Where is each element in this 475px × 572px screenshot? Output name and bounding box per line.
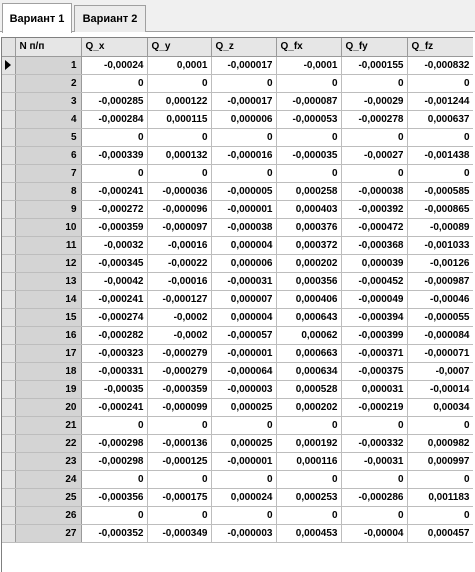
value-cell[interactable]: 0: [211, 164, 276, 182]
value-cell[interactable]: -0,000371: [341, 344, 407, 362]
value-cell[interactable]: -0,00035: [81, 380, 147, 398]
value-cell[interactable]: 0,000115: [147, 110, 211, 128]
value-cell[interactable]: -0,000017: [211, 56, 276, 74]
value-cell[interactable]: -0,000452: [341, 272, 407, 290]
row-number-cell[interactable]: 7: [15, 164, 81, 182]
tab-variant-2[interactable]: Вариант 2: [74, 5, 146, 32]
value-cell[interactable]: -0,000339: [81, 146, 147, 164]
row-number-cell[interactable]: 20: [15, 398, 81, 416]
value-cell[interactable]: 0,000202: [276, 398, 341, 416]
value-cell[interactable]: 0,00034: [407, 398, 473, 416]
value-cell[interactable]: 0,000634: [276, 362, 341, 380]
value-cell[interactable]: 0,000253: [276, 488, 341, 506]
table-row[interactable]: [2, 506, 473, 524]
value-cell[interactable]: -0,00126: [407, 254, 473, 272]
value-cell[interactable]: -0,000274: [81, 308, 147, 326]
row-number-cell[interactable]: 1: [15, 56, 81, 74]
value-cell[interactable]: -0,000136: [147, 434, 211, 452]
row-indicator[interactable]: [2, 218, 15, 236]
value-cell[interactable]: -0,000001: [211, 344, 276, 362]
data-table: [2, 38, 473, 543]
value-cell[interactable]: 0: [341, 416, 407, 434]
value-cell[interactable]: -0,000219: [341, 398, 407, 416]
row-indicator[interactable]: [2, 524, 15, 542]
row-indicator[interactable]: [2, 488, 15, 506]
column-header-q-x[interactable]: Q_x: [81, 38, 147, 56]
value-cell[interactable]: -0,000331: [81, 362, 147, 380]
row-number-cell[interactable]: 10: [15, 218, 81, 236]
value-cell[interactable]: 0: [407, 470, 473, 488]
value-cell[interactable]: 0,000982: [407, 434, 473, 452]
value-cell[interactable]: 0,000643: [276, 308, 341, 326]
value-cell[interactable]: -0,000585: [407, 182, 473, 200]
value-cell[interactable]: -0,000049: [341, 290, 407, 308]
value-cell[interactable]: -0,0002: [147, 308, 211, 326]
column-header-q-fx[interactable]: Q_fx: [276, 38, 341, 56]
row-number-cell[interactable]: 5: [15, 128, 81, 146]
value-cell[interactable]: 0: [341, 74, 407, 92]
value-cell[interactable]: -0,000394: [341, 308, 407, 326]
value-cell[interactable]: -0,000241: [81, 182, 147, 200]
value-cell[interactable]: -0,000155: [341, 56, 407, 74]
value-cell[interactable]: 0: [147, 416, 211, 434]
table-row[interactable]: [2, 488, 473, 506]
value-cell[interactable]: -0,000356: [81, 488, 147, 506]
value-cell[interactable]: -0,000832: [407, 56, 473, 74]
row-indicator[interactable]: [2, 200, 15, 218]
value-cell[interactable]: 0,000004: [211, 236, 276, 254]
value-cell[interactable]: -0,00042: [81, 272, 147, 290]
value-cell[interactable]: -0,000125: [147, 452, 211, 470]
value-cell[interactable]: -0,000298: [81, 452, 147, 470]
value-cell[interactable]: -0,000097: [147, 218, 211, 236]
value-cell[interactable]: -0,00016: [147, 272, 211, 290]
row-indicator[interactable]: [2, 506, 15, 524]
value-cell[interactable]: -0,000035: [276, 146, 341, 164]
value-cell[interactable]: 0: [81, 128, 147, 146]
table-row[interactable]: [2, 452, 473, 470]
row-indicator[interactable]: [2, 380, 15, 398]
row-indicator[interactable]: [2, 362, 15, 380]
value-cell[interactable]: 0: [407, 506, 473, 524]
value-cell[interactable]: -0,0007: [407, 362, 473, 380]
row-indicator[interactable]: [2, 56, 15, 74]
value-cell[interactable]: 0: [81, 506, 147, 524]
value-cell[interactable]: 0,000457: [407, 524, 473, 542]
value-cell[interactable]: 0,000122: [147, 92, 211, 110]
value-cell[interactable]: 0: [147, 74, 211, 92]
row-indicator[interactable]: [2, 74, 15, 92]
value-cell[interactable]: 0,001183: [407, 488, 473, 506]
value-cell[interactable]: 0: [276, 74, 341, 92]
value-cell[interactable]: -0,001033: [407, 236, 473, 254]
value-cell[interactable]: 0,000406: [276, 290, 341, 308]
value-cell[interactable]: 0: [147, 506, 211, 524]
row-indicator[interactable]: [2, 470, 15, 488]
value-cell[interactable]: 0,000132: [147, 146, 211, 164]
value-cell[interactable]: 0: [81, 470, 147, 488]
value-cell[interactable]: 0: [81, 416, 147, 434]
value-cell[interactable]: 0: [341, 164, 407, 182]
value-cell[interactable]: -0,000285: [81, 92, 147, 110]
value-cell[interactable]: -0,000392: [341, 200, 407, 218]
value-cell[interactable]: -0,00022: [147, 254, 211, 272]
value-cell[interactable]: 0: [147, 164, 211, 182]
value-cell[interactable]: -0,000272: [81, 200, 147, 218]
value-cell[interactable]: -0,000053: [276, 110, 341, 128]
value-cell[interactable]: 0,000031: [341, 380, 407, 398]
table-row[interactable]: [2, 380, 473, 398]
table-row[interactable]: [2, 164, 473, 182]
column-header-q-fy[interactable]: Q_fy: [341, 38, 407, 56]
value-cell[interactable]: 0: [147, 128, 211, 146]
value-cell[interactable]: 0: [276, 164, 341, 182]
value-cell[interactable]: -0,000084: [407, 326, 473, 344]
value-cell[interactable]: 0: [81, 74, 147, 92]
value-cell[interactable]: 0,000202: [276, 254, 341, 272]
value-cell[interactable]: 0,00062: [276, 326, 341, 344]
column-header-n[interactable]: N п/п: [15, 38, 81, 56]
value-cell[interactable]: -0,000099: [147, 398, 211, 416]
table-row[interactable]: [2, 92, 473, 110]
row-number-cell[interactable]: 2: [15, 74, 81, 92]
value-cell[interactable]: 0: [276, 128, 341, 146]
header-row: [2, 38, 473, 56]
value-cell[interactable]: 0: [407, 416, 473, 434]
value-cell[interactable]: 0: [147, 470, 211, 488]
value-cell[interactable]: 0,000006: [211, 254, 276, 272]
value-cell[interactable]: 0,0001: [147, 56, 211, 74]
column-header-q-z[interactable]: Q_z: [211, 38, 276, 56]
table-row[interactable]: [2, 434, 473, 452]
value-cell[interactable]: -0,000286: [341, 488, 407, 506]
value-cell[interactable]: -0,00016: [147, 236, 211, 254]
value-cell[interactable]: 0: [407, 128, 473, 146]
value-cell[interactable]: -0,000349: [147, 524, 211, 542]
row-indicator[interactable]: [2, 272, 15, 290]
value-cell[interactable]: 0,000116: [276, 452, 341, 470]
row-indicator[interactable]: [2, 236, 15, 254]
value-cell[interactable]: -0,000375: [341, 362, 407, 380]
table-row[interactable]: [2, 254, 473, 272]
value-cell[interactable]: 0: [211, 470, 276, 488]
row-indicator[interactable]: [2, 110, 15, 128]
row-number-cell[interactable]: 25: [15, 488, 81, 506]
value-cell[interactable]: -0,001244: [407, 92, 473, 110]
value-cell[interactable]: -0,000003: [211, 524, 276, 542]
value-cell[interactable]: 0,000025: [211, 434, 276, 452]
value-cell[interactable]: -0,000127: [147, 290, 211, 308]
row-number-cell[interactable]: 18: [15, 362, 81, 380]
row-number-cell[interactable]: 24: [15, 470, 81, 488]
value-cell[interactable]: -0,000279: [147, 362, 211, 380]
row-number-cell[interactable]: 12: [15, 254, 81, 272]
value-cell[interactable]: 0: [211, 416, 276, 434]
value-cell[interactable]: -0,000003: [211, 380, 276, 398]
row-number-cell[interactable]: 19: [15, 380, 81, 398]
value-cell[interactable]: 0: [407, 164, 473, 182]
tab-variant-1[interactable]: Вариант 1: [2, 3, 72, 33]
row-number-cell[interactable]: 11: [15, 236, 81, 254]
value-cell[interactable]: -0,000865: [407, 200, 473, 218]
value-cell[interactable]: 0,000376: [276, 218, 341, 236]
table-row[interactable]: [2, 128, 473, 146]
table-row[interactable]: [2, 344, 473, 362]
value-cell[interactable]: 0,000258: [276, 182, 341, 200]
column-header-q-fz[interactable]: Q_fz: [407, 38, 473, 56]
value-cell[interactable]: 0: [211, 74, 276, 92]
table-row[interactable]: [2, 416, 473, 434]
value-cell[interactable]: 0,000007: [211, 290, 276, 308]
value-cell[interactable]: -0,00031: [341, 452, 407, 470]
value-cell[interactable]: -0,00027: [341, 146, 407, 164]
value-cell[interactable]: -0,00014: [407, 380, 473, 398]
value-cell[interactable]: -0,000284: [81, 110, 147, 128]
row-indicator[interactable]: [2, 146, 15, 164]
value-cell[interactable]: -0,000038: [341, 182, 407, 200]
value-cell[interactable]: -0,000399: [341, 326, 407, 344]
value-cell[interactable]: -0,000064: [211, 362, 276, 380]
row-indicator[interactable]: [2, 452, 15, 470]
value-cell[interactable]: -0,000472: [341, 218, 407, 236]
table-row[interactable]: [2, 362, 473, 380]
table-row[interactable]: [2, 218, 473, 236]
value-cell[interactable]: 0: [276, 470, 341, 488]
row-number-cell[interactable]: 3: [15, 92, 81, 110]
row-indicator-header: [2, 38, 15, 56]
row-indicator[interactable]: [2, 254, 15, 272]
value-cell[interactable]: 0: [211, 506, 276, 524]
value-cell[interactable]: 0,000637: [407, 110, 473, 128]
value-cell[interactable]: -0,000087: [276, 92, 341, 110]
row-pointer-icon: [5, 60, 11, 70]
row-number-cell[interactable]: 15: [15, 308, 81, 326]
value-cell[interactable]: 0,000663: [276, 344, 341, 362]
value-cell[interactable]: 0: [276, 416, 341, 434]
row-indicator[interactable]: [2, 128, 15, 146]
row-indicator[interactable]: [2, 434, 15, 452]
row-number-cell[interactable]: 23: [15, 452, 81, 470]
row-number-cell[interactable]: 14: [15, 290, 81, 308]
value-cell[interactable]: 0: [341, 506, 407, 524]
table-row[interactable]: [2, 56, 473, 74]
table-row[interactable]: [2, 200, 473, 218]
value-cell[interactable]: -0,001438: [407, 146, 473, 164]
value-cell[interactable]: 0,000356: [276, 272, 341, 290]
value-cell[interactable]: -0,000038: [211, 218, 276, 236]
row-number-cell[interactable]: 13: [15, 272, 81, 290]
table-row[interactable]: [2, 308, 473, 326]
value-cell[interactable]: -0,000017: [211, 92, 276, 110]
row-indicator[interactable]: [2, 398, 15, 416]
column-header-q-y[interactable]: Q_y: [147, 38, 211, 56]
value-cell[interactable]: -0,000241: [81, 398, 147, 416]
value-cell[interactable]: 0,000024: [211, 488, 276, 506]
row-number-cell[interactable]: 9: [15, 200, 81, 218]
value-cell[interactable]: -0,000055: [407, 308, 473, 326]
value-cell[interactable]: -0,000096: [147, 200, 211, 218]
row-indicator[interactable]: [2, 308, 15, 326]
row-indicator[interactable]: [2, 290, 15, 308]
table-row[interactable]: [2, 182, 473, 200]
value-cell[interactable]: 0: [407, 74, 473, 92]
row-indicator[interactable]: [2, 344, 15, 362]
value-cell[interactable]: -0,000332: [341, 434, 407, 452]
row-number-cell[interactable]: 26: [15, 506, 81, 524]
value-cell[interactable]: -0,000001: [211, 452, 276, 470]
value-cell[interactable]: -0,000345: [81, 254, 147, 272]
row-indicator[interactable]: [2, 416, 15, 434]
value-cell[interactable]: -0,000057: [211, 326, 276, 344]
value-cell[interactable]: 0: [211, 128, 276, 146]
row-number-cell[interactable]: 27: [15, 524, 81, 542]
value-cell[interactable]: -0,000031: [211, 272, 276, 290]
table-row[interactable]: [2, 398, 473, 416]
value-cell[interactable]: -0,000279: [147, 344, 211, 362]
table-row[interactable]: [2, 272, 473, 290]
value-cell[interactable]: -0,000001: [211, 200, 276, 218]
table-row[interactable]: [2, 74, 473, 92]
value-cell[interactable]: -0,000241: [81, 290, 147, 308]
table-row[interactable]: [2, 470, 473, 488]
row-indicator[interactable]: [2, 92, 15, 110]
value-cell[interactable]: -0,000036: [147, 182, 211, 200]
table-row[interactable]: [2, 524, 473, 542]
table-row[interactable]: [2, 236, 473, 254]
value-cell[interactable]: 0,000004: [211, 308, 276, 326]
row-number-cell[interactable]: 16: [15, 326, 81, 344]
data-grid[interactable]: [1, 37, 473, 572]
value-cell[interactable]: -0,000175: [147, 488, 211, 506]
value-cell[interactable]: -0,00089: [407, 218, 473, 236]
value-cell[interactable]: 0,000039: [341, 254, 407, 272]
value-cell[interactable]: -0,000987: [407, 272, 473, 290]
row-number-cell[interactable]: 4: [15, 110, 81, 128]
value-cell[interactable]: 0,000528: [276, 380, 341, 398]
value-cell[interactable]: -0,000282: [81, 326, 147, 344]
value-cell[interactable]: -0,000359: [81, 218, 147, 236]
value-cell[interactable]: -0,000352: [81, 524, 147, 542]
value-cell[interactable]: -0,000071: [407, 344, 473, 362]
table-row[interactable]: [2, 290, 473, 308]
value-cell[interactable]: 0,000192: [276, 434, 341, 452]
row-indicator[interactable]: [2, 182, 15, 200]
table-row[interactable]: [2, 146, 473, 164]
row-number-cell[interactable]: 22: [15, 434, 81, 452]
value-cell[interactable]: -0,00046: [407, 290, 473, 308]
value-cell[interactable]: -0,00004: [341, 524, 407, 542]
value-cell[interactable]: -0,00032: [81, 236, 147, 254]
value-cell[interactable]: 0: [276, 506, 341, 524]
value-cell[interactable]: -0,000323: [81, 344, 147, 362]
tab-bar: [0, 0, 475, 32]
value-cell[interactable]: 0: [81, 164, 147, 182]
value-cell[interactable]: -0,000368: [341, 236, 407, 254]
value-cell[interactable]: 0,000372: [276, 236, 341, 254]
value-cell[interactable]: -0,0001: [276, 56, 341, 74]
value-cell[interactable]: 0: [341, 128, 407, 146]
row-number-cell[interactable]: 17: [15, 344, 81, 362]
value-cell[interactable]: -0,00024: [81, 56, 147, 74]
value-cell[interactable]: -0,00029: [341, 92, 407, 110]
value-cell[interactable]: -0,000298: [81, 434, 147, 452]
value-cell[interactable]: 0,000997: [407, 452, 473, 470]
table-row[interactable]: [2, 326, 473, 344]
row-number-cell[interactable]: 6: [15, 146, 81, 164]
value-cell[interactable]: -0,000278: [341, 110, 407, 128]
value-cell[interactable]: -0,000016: [211, 146, 276, 164]
value-cell[interactable]: 0,000006: [211, 110, 276, 128]
value-cell[interactable]: 0,000025: [211, 398, 276, 416]
value-cell[interactable]: -0,000359: [147, 380, 211, 398]
row-indicator[interactable]: [2, 164, 15, 182]
row-indicator[interactable]: [2, 326, 15, 344]
value-cell[interactable]: -0,000005: [211, 182, 276, 200]
value-cell[interactable]: 0,000453: [276, 524, 341, 542]
table-row[interactable]: [2, 110, 473, 128]
row-number-cell[interactable]: 8: [15, 182, 81, 200]
value-cell[interactable]: 0: [341, 470, 407, 488]
row-number-cell[interactable]: 21: [15, 416, 81, 434]
value-cell[interactable]: -0,0002: [147, 326, 211, 344]
value-cell[interactable]: 0,000403: [276, 200, 341, 218]
